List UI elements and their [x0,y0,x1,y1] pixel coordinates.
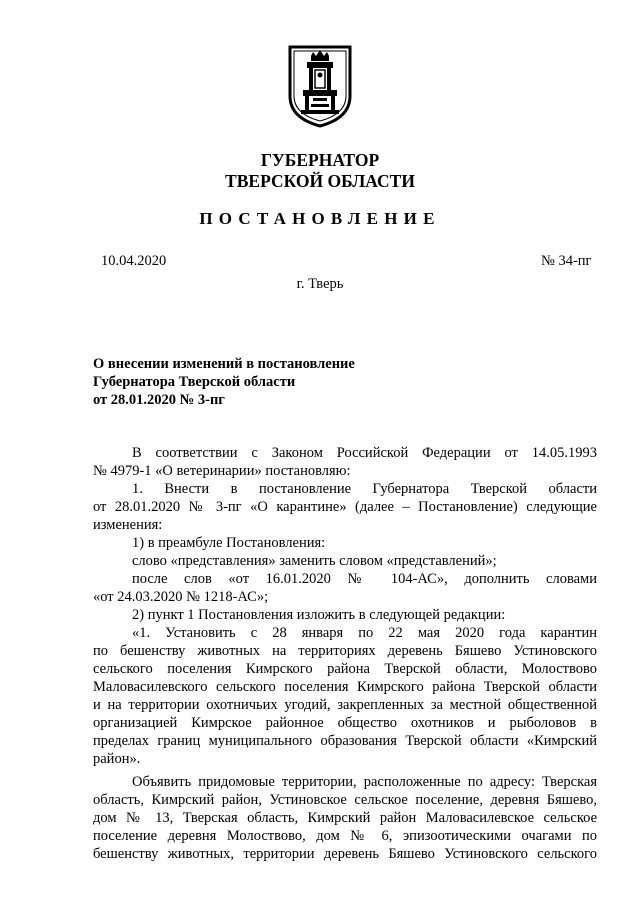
text-line: В соответствии с Законом Российской Федерации от 14.05.1993 [132,445,597,461]
text-line: район». [93,751,141,767]
text-line: организацией Кимрское районное общество охотников и рыболовов в [93,715,597,731]
paragraph-preamble [93,444,597,480]
text-line: Объявить придомовые территории, расположенные по адресу: Тверская [132,774,597,790]
text-line: изменения: [93,517,163,533]
coat-of-arms-icon [287,44,353,128]
paragraph-quarantine [93,624,597,768]
text-line: «1. Установить с 28 января по 22 мая 2020 года карантин [132,625,597,641]
text-line: от 28.01.2020 № 3-пг «О карантине» (далее – Постановление) следующие [93,499,597,515]
document-type: ПОСТАНОВЛЕНИЕ [199,209,441,228]
text-line: «от 24.03.2020 № 1218-АС»; [93,589,269,605]
paragraph-subitem-1 [93,534,597,552]
text-line: сельского поселения Кимрского района Тверской области, Молоствово [93,661,597,677]
subject-line: Губернатора Тверской области [93,374,296,390]
text-line: дом № 13, Тверская область, Кимрский район Маловасилевское сельское [93,810,597,826]
text-line: по бешенству животных на территориях деревень Бяшево Устиновского [93,643,597,659]
text-line: поселение деревня Молоствово, дом № 6, эпизоотическими очагами по [93,828,597,844]
governor-title: ГУБЕРНАТОР [260,150,380,170]
document-subject [93,355,355,409]
region-title: ТВЕРСКОЙ ОБЛАСТИ [225,171,415,191]
paragraph-foci [93,773,597,863]
text-line: после слов «от 16.01.2020 № 104-АС», дополнить словами [132,571,597,587]
subject-line: О внесении изменений в постановление [93,356,355,372]
text-line: область, Кимрский район, Устиновское сельское поселение, деревня Бяшево, [93,792,597,808]
paragraph-add-words [93,570,597,606]
document-body [93,444,597,863]
paragraph-subitem-2 [93,606,597,624]
text-line: бешенству животных, территории деревень Бяшево Устиновского сельского [93,846,597,862]
text-line: 1. Внести в постановление Губернатора Тверской области [132,481,597,497]
subject-line: от 28.01.2020 № 3-пг [93,392,225,408]
text-line: и на территории охотничьих угодий, закрепленных за местной общественной [93,697,597,713]
text-line: 1) в преамбуле Постановления: [132,535,326,551]
document-date: 10.04.2020 [101,253,167,269]
text-line: слово «представления» заменить словом «представлений»; [132,553,497,569]
text-line: пределах границ муниципального образования Тверской области «Кимрский [93,733,597,749]
text-line: Маловасилевского сельского поселения Кимрского района Тверской области [93,679,597,695]
paragraph-word-replace [93,552,597,570]
text-line: 2) пункт 1 Постановления изложить в следующей редакции: [132,607,506,623]
document-city: г. Тверь [296,276,344,292]
document-number: № 34-пг [541,253,592,269]
paragraph-item-1 [93,480,597,534]
text-line: № 4979-1 «О ветеринарии» постановляю: [93,463,351,479]
